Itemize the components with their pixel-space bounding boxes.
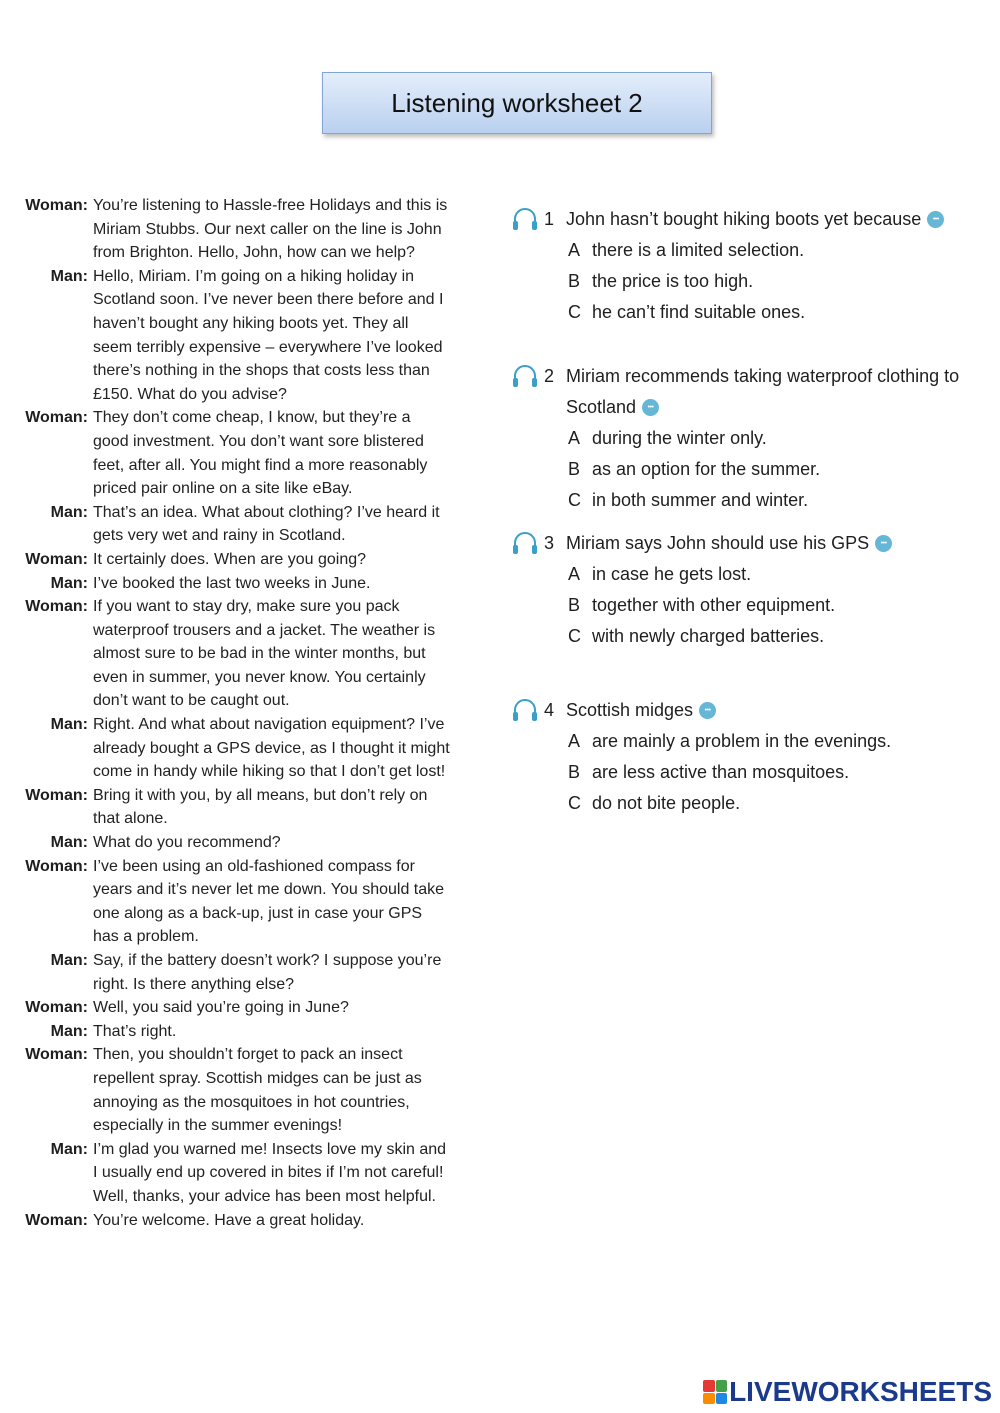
speech-text: It certainly does. When are you going? bbox=[93, 550, 367, 568]
transcript bbox=[10, 194, 450, 1232]
speaker-label: Woman: bbox=[25, 1211, 88, 1229]
transcript-turn bbox=[10, 996, 450, 1020]
speaker-label: Woman: bbox=[25, 409, 88, 427]
logo-text: LIVEWORKSHEETS bbox=[729, 1376, 992, 1407]
transcript-turn bbox=[10, 1209, 450, 1233]
transcript-turn bbox=[10, 855, 450, 949]
speaker-label: Man: bbox=[50, 1140, 88, 1158]
option-text: as an option for the summer. bbox=[592, 459, 821, 479]
question-3 bbox=[510, 528, 980, 652]
option-letter: A bbox=[568, 564, 581, 584]
speech-text: Well, you said you’re going in June? bbox=[93, 999, 349, 1017]
option-b[interactable] bbox=[568, 266, 980, 297]
headphones-icon[interactable] bbox=[510, 695, 540, 725]
option-text: in both summer and winter. bbox=[592, 490, 809, 510]
option-letter: C bbox=[568, 490, 581, 510]
option-text: in case he gets lost. bbox=[592, 564, 752, 584]
speech-text: Then, you shouldn’t forget to pack an insect repellent spray. Scottish midges can be just as annoying as the mosquitoes in hot countries, especially in the summer evenings! bbox=[93, 1046, 422, 1135]
question-text: Scottish midges bbox=[566, 700, 694, 720]
dots-bubble-icon[interactable] bbox=[642, 399, 659, 416]
dots-bubble-icon[interactable] bbox=[699, 702, 716, 719]
transcript-turn bbox=[10, 831, 450, 855]
transcript-turn bbox=[10, 194, 450, 265]
logo-badge-icon bbox=[703, 1380, 727, 1404]
transcript-turn bbox=[10, 595, 450, 713]
speech-text: Hello, Miriam. I’m going on a hiking holiday in Scotland soon. I’ve never been there before and I haven’t bought any hiking boots yet. They all seem terribly expensive – everywhere I’ve looked there’s nothing in the shops that costs less than £150. What do you advise? bbox=[93, 267, 444, 403]
dots-bubble-icon[interactable] bbox=[875, 535, 892, 552]
speaker-label: Woman: bbox=[25, 197, 88, 214]
option-letter: B bbox=[568, 271, 581, 291]
question-1 bbox=[510, 204, 980, 328]
option-letter: A bbox=[568, 240, 581, 260]
dots-bubble-icon[interactable] bbox=[927, 211, 944, 228]
option-b[interactable] bbox=[568, 590, 980, 621]
option-letter: B bbox=[568, 595, 581, 615]
option-letter: B bbox=[568, 762, 581, 782]
speech-text: They don’t come cheap, I know, but they’re a good investment. You don’t want sore blistered feet, after all. You might find a more reasonably priced pair online on a site like eBay. bbox=[93, 409, 428, 498]
speaker-label: Woman: bbox=[25, 999, 88, 1017]
option-letter: B bbox=[568, 459, 581, 479]
options-list bbox=[568, 559, 980, 652]
question-number: 4 bbox=[544, 700, 555, 720]
question-stem bbox=[566, 204, 980, 235]
question-text: John hasn’t bought hiking boots yet because bbox=[566, 209, 922, 229]
option-b[interactable] bbox=[568, 757, 980, 788]
option-letter: C bbox=[568, 626, 581, 646]
speech-text: I’m glad you warned me! Insects love my skin and I usually end up covered in bites if I’m not careful! Well, thanks, your advice has been most helpful. bbox=[93, 1140, 447, 1205]
speech-text: That’s an idea. What about clothing? I’ve heard it gets very wet and rainy in Scotland. bbox=[93, 503, 440, 545]
speech-text: You’re listening to Hassle-free Holidays and this is Miriam Stubbs. Our next caller on the line is John from Brighton. Hello, John, how can we help? bbox=[93, 197, 448, 262]
transcript-turn bbox=[10, 1043, 450, 1137]
option-text: do not bite people. bbox=[592, 793, 741, 813]
speech-text: Say, if the battery doesn’t work? I suppose you’re right. Is there anything else? bbox=[93, 952, 442, 993]
speech-text: That’s right. bbox=[93, 1022, 177, 1040]
option-text: the price is too high. bbox=[592, 271, 754, 291]
option-c[interactable] bbox=[568, 621, 980, 652]
option-text: with newly charged batteries. bbox=[592, 626, 825, 646]
speaker-label: Man: bbox=[50, 267, 88, 285]
speech-text: Bring it with you, by all means, but don’t rely on that alone. bbox=[93, 786, 428, 828]
speaker-label: Woman: bbox=[25, 550, 88, 568]
transcript-turn bbox=[10, 548, 450, 572]
speech-text: What do you recommend? bbox=[93, 834, 281, 852]
transcript-turn bbox=[10, 1020, 450, 1044]
speaker-label: Woman: bbox=[25, 1046, 88, 1064]
transcript-turn bbox=[10, 501, 450, 548]
transcript-turn bbox=[10, 1138, 450, 1209]
option-letter: C bbox=[568, 793, 581, 813]
option-letter: A bbox=[568, 428, 581, 448]
speaker-label: Man: bbox=[50, 574, 88, 592]
option-text: there is a limited selection. bbox=[592, 240, 805, 260]
options-list bbox=[568, 235, 980, 328]
speaker-label: Man: bbox=[50, 834, 88, 852]
speaker-label: Man: bbox=[50, 503, 88, 521]
worksheet-title: Listening worksheet 2 bbox=[322, 72, 712, 134]
speaker-label: Man: bbox=[50, 952, 88, 969]
option-letter: A bbox=[568, 731, 581, 751]
option-a[interactable] bbox=[568, 423, 980, 454]
option-text: are mainly a problem in the evenings. bbox=[592, 731, 892, 751]
transcript-turn bbox=[10, 949, 450, 996]
transcript-turn bbox=[10, 713, 450, 784]
option-c[interactable] bbox=[568, 297, 980, 328]
option-text: during the winter only. bbox=[592, 428, 767, 448]
question-stem bbox=[566, 528, 980, 559]
headphones-icon[interactable] bbox=[510, 204, 540, 234]
transcript-turn bbox=[10, 572, 450, 596]
option-b[interactable] bbox=[568, 454, 980, 485]
liveworksheets-logo[interactable] bbox=[703, 1372, 992, 1412]
headphones-icon[interactable] bbox=[510, 528, 540, 558]
option-text: together with other equipment. bbox=[592, 595, 836, 615]
speaker-label: Man: bbox=[50, 1022, 88, 1040]
speaker-label: Woman: bbox=[25, 786, 88, 804]
transcript-turn bbox=[10, 784, 450, 831]
speaker-label: Man: bbox=[50, 716, 88, 734]
options-list bbox=[568, 423, 980, 516]
question-number: 2 bbox=[544, 366, 555, 386]
question-text: Miriam recommends taking waterproof clothing to Scotland bbox=[566, 366, 960, 417]
transcript-turn bbox=[10, 406, 450, 500]
speaker-label: Woman: bbox=[25, 598, 88, 616]
option-text: he can’t find suitable ones. bbox=[592, 302, 806, 322]
question-text: Miriam says John should use his GPS bbox=[566, 533, 870, 553]
question-stem bbox=[566, 361, 980, 423]
speech-text: You’re welcome. Have a great holiday. bbox=[93, 1211, 365, 1229]
transcript-turn bbox=[10, 265, 450, 407]
question-stem bbox=[566, 695, 980, 726]
option-c[interactable] bbox=[568, 788, 980, 819]
speech-text: If you want to stay dry, make sure you pack waterproof trousers and a jacket. The weather is almost sure to be bad in the winter months, but even in summer, you never know. You certainly don’t want to be caught out. bbox=[93, 598, 436, 710]
speech-text: I’ve been using an old-fashioned compass for years and it’s never let me down. You should take one along as a back-up, just in case your GPS has a problem. bbox=[93, 857, 445, 946]
question-4 bbox=[510, 695, 980, 819]
option-a[interactable] bbox=[568, 726, 980, 757]
speech-text: I’ve booked the last two weeks in June. bbox=[93, 574, 371, 592]
headphones-icon[interactable] bbox=[510, 361, 540, 391]
question-number: 1 bbox=[544, 209, 555, 229]
option-a[interactable] bbox=[568, 559, 980, 590]
option-a[interactable] bbox=[568, 235, 980, 266]
speaker-label: Woman: bbox=[25, 857, 88, 875]
option-letter: C bbox=[568, 302, 581, 322]
option-c[interactable] bbox=[568, 485, 980, 516]
question-number: 3 bbox=[544, 533, 555, 553]
question-2 bbox=[510, 361, 980, 516]
options-list bbox=[568, 726, 980, 819]
speech-text: Right. And what about navigation equipment? I’ve already bought a GPS device, as I thought it might come in handy while hiking so that I don’t get lost! bbox=[93, 716, 450, 781]
option-text: are less active than mosquitoes. bbox=[592, 762, 850, 782]
